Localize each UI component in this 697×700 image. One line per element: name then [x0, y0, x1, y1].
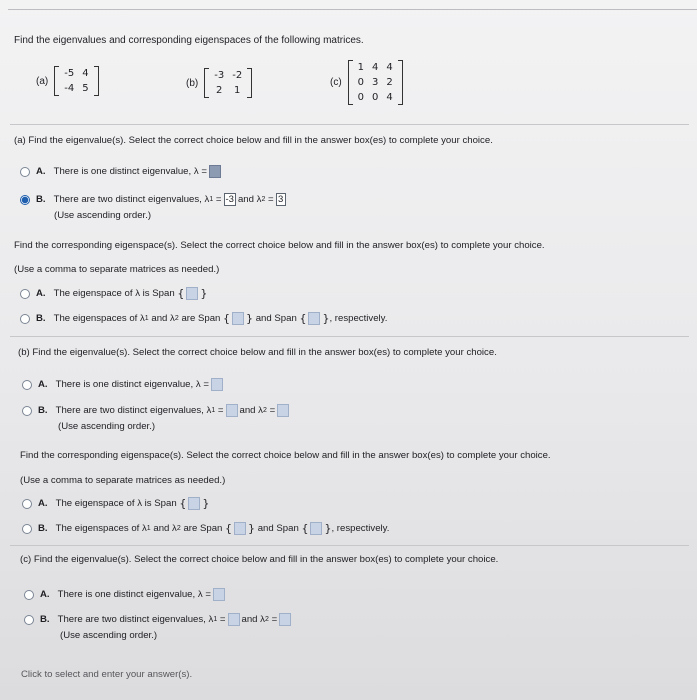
part-a-option-a[interactable]: [20, 165, 223, 178]
part-b-comma-note: (Use a comma to separate matrices as needed.): [20, 475, 226, 486]
brace-open: {: [177, 287, 185, 300]
part-c-option-a[interactable]: [24, 588, 227, 601]
matrix-a-brackets: [54, 66, 98, 96]
option-text: There is one distinct eigenvalue, λ =: [55, 379, 209, 390]
brace-close: }: [324, 522, 332, 535]
part-b-span-input[interactable]: [188, 497, 200, 510]
option-text: The eigenspace of λ is Span: [55, 498, 177, 509]
option-text: The eigenspaces of λ: [53, 313, 145, 324]
part-b-eigenvalue-question: (b) Find the eigenvalue(s). Select the correct choice below and fill in the answer box(es) to complete your choice.: [18, 347, 497, 358]
part-b-option-b[interactable]: [22, 404, 291, 417]
option-key: A.: [36, 166, 46, 177]
matrix-cell: -3: [214, 70, 225, 81]
part-a-span2-input[interactable]: [308, 312, 320, 325]
option-key: B.: [36, 313, 46, 324]
matrix-cell: -4: [64, 83, 75, 94]
part-c-lambda1-input[interactable]: [228, 613, 240, 626]
option-key: B.: [36, 194, 46, 205]
option-key: B.: [40, 614, 50, 625]
section-divider: [10, 336, 689, 337]
matrix-cell: 4: [386, 92, 393, 103]
equals-sign: =: [271, 614, 278, 625]
option-text: There are two distinct eigenvalues, λ: [55, 405, 212, 416]
option-text: The eigenspaces of λ: [55, 523, 147, 534]
part-b-ascending-note: (Use ascending order.): [58, 421, 156, 432]
part-b-option-a[interactable]: [22, 378, 225, 391]
part-b-space-option-a-radio[interactable]: [22, 499, 32, 509]
option-key: A.: [38, 379, 48, 390]
part-a-eigenvalue-question: (a) Find the eigenvalue(s). Select the correct choice below and fill in the answer box(es) to complete your choice.: [14, 135, 493, 146]
option-text: are Span: [181, 313, 221, 324]
top-divider: [8, 0, 697, 10]
matrix-cell: 2: [216, 85, 223, 96]
option-text: and λ: [153, 523, 177, 534]
part-c-option-b-radio[interactable]: [24, 615, 34, 625]
matrix-a-label: (a): [36, 75, 49, 87]
problem-prompt: Find the eigenvalues and corresponding eigenspaces of the following matrices.: [14, 35, 364, 46]
brace-close: }: [246, 312, 254, 325]
matrix-cell: 0: [372, 92, 379, 103]
part-c-lambda2-input[interactable]: [279, 613, 291, 626]
matrix-b-label: (b): [186, 77, 199, 89]
matrix-b-brackets: [204, 68, 252, 98]
brace-open: {: [225, 522, 233, 535]
part-c-ascending-note: (Use ascending order.): [60, 630, 158, 641]
part-a-lambda2-input[interactable]: 3: [276, 193, 286, 206]
option-text: There is one distinct eigenvalue, λ =: [53, 166, 207, 177]
brace-open: {: [299, 312, 307, 325]
matrix-cell: 0: [357, 92, 365, 103]
part-a-option-b-radio[interactable]: [20, 195, 30, 205]
part-a-span1-input[interactable]: [232, 312, 244, 325]
matrix-c-table: [354, 60, 397, 105]
part-b-space-option-b[interactable]: [22, 522, 389, 535]
option-text: are Span: [183, 523, 223, 534]
option-text: There are two distinct eigenvalues, λ: [57, 614, 214, 625]
brace-open: {: [223, 312, 231, 325]
part-b-lambda-input[interactable]: [211, 378, 223, 391]
part-a-lambda-input[interactable]: [209, 165, 221, 178]
matrix-c: [330, 60, 403, 105]
equals-sign: =: [217, 405, 224, 416]
option-text: There are two distinct eigenvalues, λ: [53, 194, 210, 205]
brace-open: {: [301, 522, 309, 535]
matrix-cell: -2: [232, 70, 243, 81]
part-c-option-b[interactable]: [24, 613, 293, 626]
section-divider: [10, 124, 689, 125]
part-b-span1-input[interactable]: [234, 522, 246, 535]
equals-sign: =: [215, 194, 222, 205]
equals-sign: =: [269, 405, 276, 416]
option-text: and Span: [257, 523, 299, 534]
option-key: A.: [36, 288, 46, 299]
subscript: 1: [211, 407, 216, 414]
matrix-cell: 4: [372, 62, 379, 73]
matrix-cell: 1: [234, 85, 241, 96]
part-a-option-a-radio[interactable]: [20, 167, 30, 177]
subscript: 1: [213, 616, 218, 623]
option-key: A.: [40, 589, 50, 600]
subscript: 2: [262, 407, 267, 414]
part-b-lambda1-input[interactable]: [226, 404, 238, 417]
equals-sign: =: [219, 614, 226, 625]
part-b-option-b-radio[interactable]: [22, 406, 32, 416]
matrix-cell: 4: [82, 68, 89, 79]
part-b-lambda2-input[interactable]: [277, 404, 289, 417]
part-b-space-option-a[interactable]: [22, 497, 209, 510]
matrix-c-label: (c): [330, 77, 342, 88]
part-c-lambda-input[interactable]: [213, 588, 225, 601]
part-b-option-a-radio[interactable]: [22, 380, 32, 390]
option-text: , respectively.: [331, 523, 390, 534]
brace-close: }: [202, 497, 210, 510]
part-a-comma-note: (Use a comma to separate matrices as needed.): [14, 264, 220, 275]
matrix-cell: 0: [357, 77, 365, 88]
part-a-space-option-b[interactable]: [20, 312, 387, 325]
subscript: 1: [146, 525, 151, 532]
option-key: B.: [38, 523, 48, 534]
part-a-ascending-note: (Use ascending order.): [54, 210, 152, 221]
brace-close: }: [322, 312, 330, 325]
option-text: There is one distinct eigenvalue, λ =: [57, 589, 211, 600]
part-c-option-a-radio[interactable]: [24, 590, 34, 600]
option-text: and λ: [239, 405, 263, 416]
part-a-eigenspace-question: Find the corresponding eigenspace(s). Select the correct choice below and fill in the answer box(es) to complete your choice.: [14, 240, 545, 251]
part-c-eigenvalue-question: (c) Find the eigenvalue(s). Select the correct choice below and fill in the answer box(es) to complete your choice.: [20, 554, 499, 565]
subscript: 2: [176, 525, 181, 532]
subscript: 1: [144, 315, 149, 322]
matrix-cell: 2: [386, 77, 393, 88]
option-text: and λ: [241, 614, 265, 625]
matrix-cell: -5: [64, 68, 75, 79]
matrix-cell: 3: [372, 77, 379, 88]
part-a-space-option-a-radio[interactable]: [20, 289, 30, 299]
option-text: The eigenspace of λ is Span: [53, 288, 175, 299]
option-text: and λ: [237, 194, 262, 205]
matrix-b-table: [210, 68, 246, 98]
option-text: and Span: [255, 313, 297, 324]
matrix-a: [36, 66, 99, 96]
footer-hint: Click to select and enter your answer(s).: [21, 669, 193, 680]
brace-close: }: [200, 287, 208, 300]
part-a-space-option-b-radio[interactable]: [20, 314, 30, 324]
part-b-eigenspace-question: Find the corresponding eigenspace(s). Select the correct choice below and fill in the answer box(es) to complete your choice.: [20, 450, 551, 461]
option-key: A.: [38, 498, 48, 509]
part-a-span-input[interactable]: [186, 287, 198, 300]
section-divider: [10, 545, 689, 546]
matrix-a-table: [60, 66, 92, 96]
brace-close: }: [248, 522, 256, 535]
matrix-cell: 1: [357, 62, 365, 73]
brace-open: {: [179, 497, 187, 510]
option-text: and λ: [151, 313, 175, 324]
part-a-space-option-a[interactable]: [20, 287, 207, 300]
option-text: , respectively.: [329, 313, 388, 324]
subscript: 2: [264, 616, 269, 623]
subscript: 2: [174, 315, 179, 322]
matrix-cell: 5: [82, 83, 89, 94]
matrix-c-brackets: [348, 60, 403, 105]
part-b-span2-input[interactable]: [310, 522, 322, 535]
part-a-lambda1-input[interactable]: -3: [225, 194, 234, 205]
subscript: 2: [261, 196, 266, 203]
matrix-cell: 4: [386, 62, 393, 73]
subscript: 1: [209, 196, 214, 203]
option-key: B.: [38, 405, 48, 416]
part-b-space-option-b-radio[interactable]: [22, 524, 32, 534]
part-a-option-b[interactable]: [20, 193, 288, 206]
matrix-b: [186, 68, 252, 98]
equals-sign: =: [268, 194, 274, 205]
